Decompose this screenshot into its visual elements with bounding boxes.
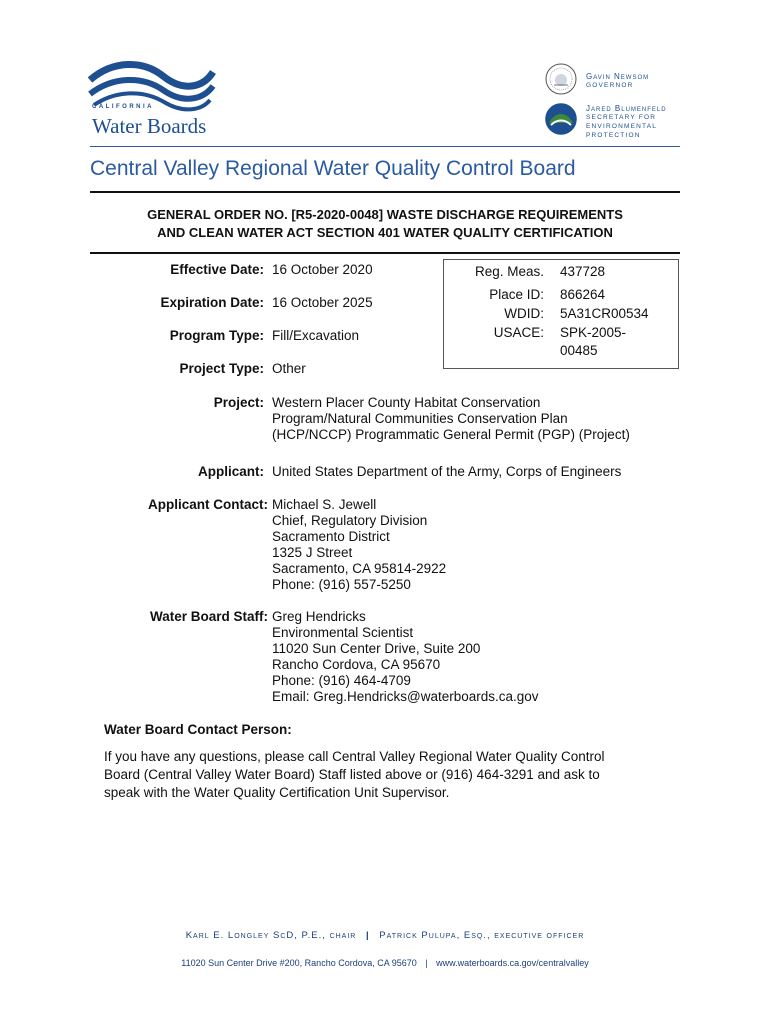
footer-separator: |	[425, 958, 428, 968]
contact-line: Phone: (916) 557-5250	[272, 577, 411, 592]
wdid-label: WDID:	[504, 306, 544, 321]
footer-website-link[interactable]: www.waterboards.ca.gov/centralvalley	[436, 958, 589, 968]
order-title-line-2: AND CLEAN WATER ACT SECTION 401 WATER QUALITY CERTIFICATION	[157, 225, 613, 240]
staff-email-line: Email: Greg.Hendricks@waterboards.ca.gov	[272, 689, 539, 704]
contact-person-heading: Water Board Contact Person:	[104, 722, 292, 737]
project-line: Western Placer County Habitat Conservation	[272, 395, 541, 410]
secretary-name: Jared Blumenfeld	[586, 104, 667, 113]
usace-value-line: SPK-2005-	[560, 325, 627, 340]
staff-line: Greg Hendricks	[272, 609, 366, 624]
contact-line: 1325 J Street	[272, 545, 353, 560]
project-value	[272, 395, 630, 443]
contact-line: Sacramento District	[272, 529, 390, 544]
place-id-value: 866264	[560, 287, 606, 302]
usace-value-line: 00485	[560, 343, 598, 358]
secretary-title: SECRETARY FOR ENVIRONMENTAL PROTECTION	[586, 114, 657, 139]
state-seal-icon	[545, 63, 577, 95]
title-top-rule	[90, 146, 680, 147]
staff-line: Environmental Scientist	[272, 625, 414, 640]
applicant-contact-value	[272, 497, 446, 593]
usace-value	[560, 324, 626, 360]
order-title-line-1: GENERAL ORDER NO. [R5-2020-0048] WASTE DISCHARGE REQUIREMENTS	[147, 207, 623, 222]
staff-line: Rancho Cordova, CA 95670	[272, 657, 441, 672]
program-type-value: Fill/Excavation	[272, 328, 360, 343]
footer-officers	[0, 930, 770, 941]
staff-line: 11020 Sun Center Drive, Suite 200	[272, 641, 481, 656]
usace-label: USACE:	[493, 325, 544, 340]
water-board-staff-label: Water Board Staff:	[149, 609, 268, 624]
secretary-block	[586, 104, 686, 140]
contact-person-line: speak with the Water Quality Certification Unit Supervisor.	[104, 785, 450, 800]
footer-separator: |	[365, 930, 370, 941]
reg-meas-label: Reg. Meas.	[474, 264, 544, 279]
contact-line: Sacramento, CA 95814-2922	[272, 561, 447, 576]
project-type-value: Other	[272, 361, 306, 376]
wdid-value: 5A31CR00534	[560, 306, 649, 321]
program-type-label: Program Type:	[169, 328, 264, 343]
place-id-label: Place ID:	[489, 287, 544, 302]
water-board-staff-value	[272, 609, 539, 705]
expiration-date-value: 16 October 2025	[272, 295, 373, 310]
calepa-seal-icon	[545, 103, 577, 135]
reg-meas-value: 437728	[560, 264, 606, 279]
expiration-date-label: Expiration Date:	[160, 295, 264, 310]
applicant-contact-label: Applicant Contact:	[148, 497, 268, 512]
contact-line: Chief, Regulatory Division	[272, 513, 428, 528]
effective-date-value: 16 October 2020	[272, 262, 373, 277]
project-label: Project:	[213, 395, 264, 410]
applicant-label: Applicant:	[198, 464, 264, 479]
contact-person-body	[104, 748, 684, 802]
contact-line: Michael S. Jewell	[272, 497, 377, 512]
project-line: Program/Natural Communities Conservation Plan	[272, 411, 568, 426]
order-title-rule	[90, 252, 680, 254]
governor-block	[586, 72, 649, 90]
project-type-label: Project Type:	[179, 361, 264, 376]
footer-address-line	[0, 958, 770, 968]
title-bottom-rule	[90, 191, 680, 193]
contact-person-line: If you have any questions, please call Central Valley Regional Water Quality Control	[104, 749, 605, 764]
contact-person-line: Board (Central Valley Water Board) Staff listed above or (916) 464-3291 and ask to	[104, 767, 600, 782]
logo-state-text: CALIFORNIA	[92, 104, 154, 110]
governor-name: Gavin Newsom	[586, 72, 650, 81]
identifiers-box	[443, 259, 679, 369]
project-line: (HCP/NCCP) Programmatic General Permit (PGP) (Project)	[272, 427, 630, 442]
staff-line: Phone: (916) 464-4709	[272, 673, 411, 688]
footer-chair: Karl E. Longley ScD, P.E., chair	[185, 930, 357, 941]
board-title: Central Valley Regional Water Quality Control Board	[90, 157, 576, 180]
logo-name-text: Water Boards	[92, 114, 207, 138]
effective-date-label: Effective Date:	[170, 262, 264, 277]
governor-title: GOVERNOR	[586, 82, 634, 89]
applicant-value: United States Department of the Army, Corps of Engineers	[272, 464, 622, 479]
order-title	[95, 206, 675, 242]
footer-officer: Patrick Pulupa, Esq., executive officer	[379, 930, 585, 941]
footer-address: 11020 Sun Center Drive #200, Rancho Cordova, CA 95670	[181, 958, 417, 968]
